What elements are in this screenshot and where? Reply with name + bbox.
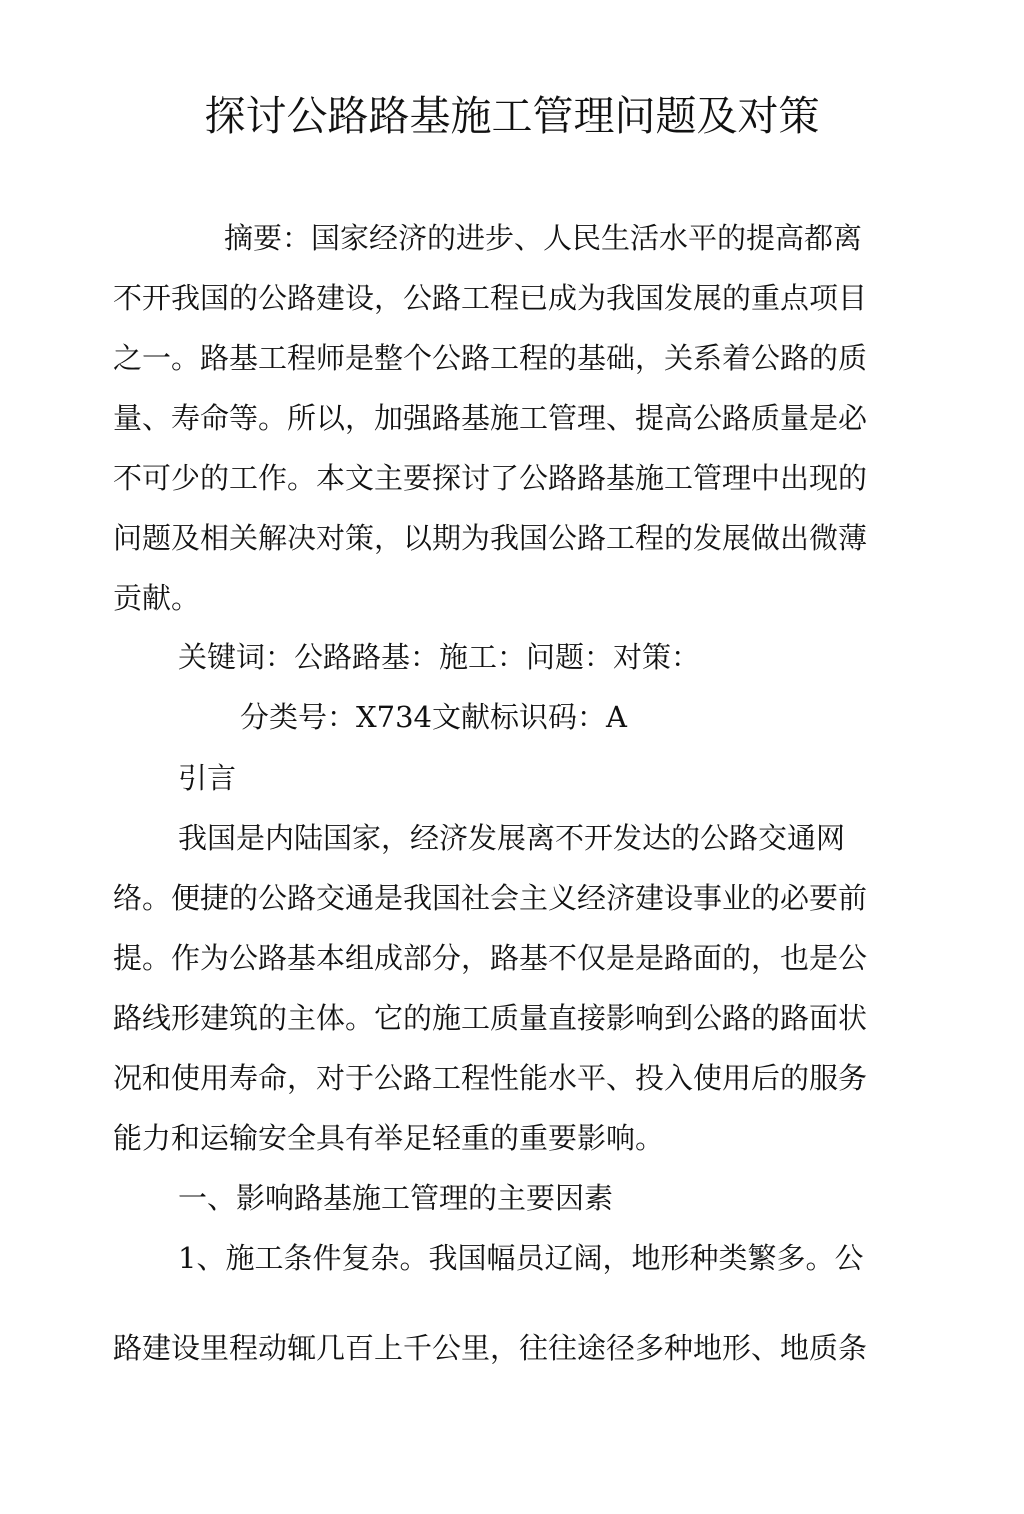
- section-heading: 一、影响路基施工管理的主要因素: [178, 1181, 614, 1215]
- intro-line: 我国是内陆国家，经济发展离不开发达的公路交通网: [178, 821, 846, 855]
- keywords-line: 关键词：公路路基：施工：问题：对策：: [178, 640, 701, 674]
- intro-line: 况和使用寿命，对于公路工程性能水平、投入使用后的服务: [113, 1061, 868, 1095]
- intro-line: 络。便捷的公路交通是我国社会主义经济建设事业的必要前: [113, 881, 868, 915]
- abstract-line: 不开我国的公路建设，公路工程已成为我国发展的重点项目: [113, 281, 868, 315]
- abstract-line: 不可少的工作。本文主要探讨了公路路基施工管理中出现的: [113, 461, 868, 495]
- intro-line: 能力和运输安全具有举足轻重的重要影响。: [113, 1121, 665, 1155]
- abstract-line: 贡献。: [113, 581, 201, 615]
- classification-line: 分类号：X734文献标识码：A: [240, 700, 627, 734]
- abstract-line: 之一。路基工程师是整个公路工程的基础，关系着公路的质: [113, 341, 868, 375]
- intro-line: 提。作为公路基本组成部分，路基不仅是是路面的，也是公: [113, 941, 868, 975]
- abstract-line: 量、寿命等。所以，加强路基施工管理、提高公路质量是必: [113, 401, 868, 435]
- abstract-line: 摘要：国家经济的进步、人民生活水平的提高都离: [224, 221, 863, 255]
- intro-line: 路线形建筑的主体。它的施工质量直接影响到公路的路面状: [113, 1001, 868, 1035]
- section-line: 路建设里程动辄几百上千公里，往往途径多种地形、地质条: [113, 1331, 868, 1365]
- section-line: 1、施工条件复杂。我国幅员辽阔，地形种类繁多。公: [178, 1241, 864, 1275]
- abstract-line: 问题及相关解决对策，以期为我国公路工程的发展做出微薄: [113, 521, 868, 555]
- intro-heading: 引言: [178, 761, 237, 795]
- document-title: 探讨公路路基施工管理问题及对策: [204, 92, 820, 140]
